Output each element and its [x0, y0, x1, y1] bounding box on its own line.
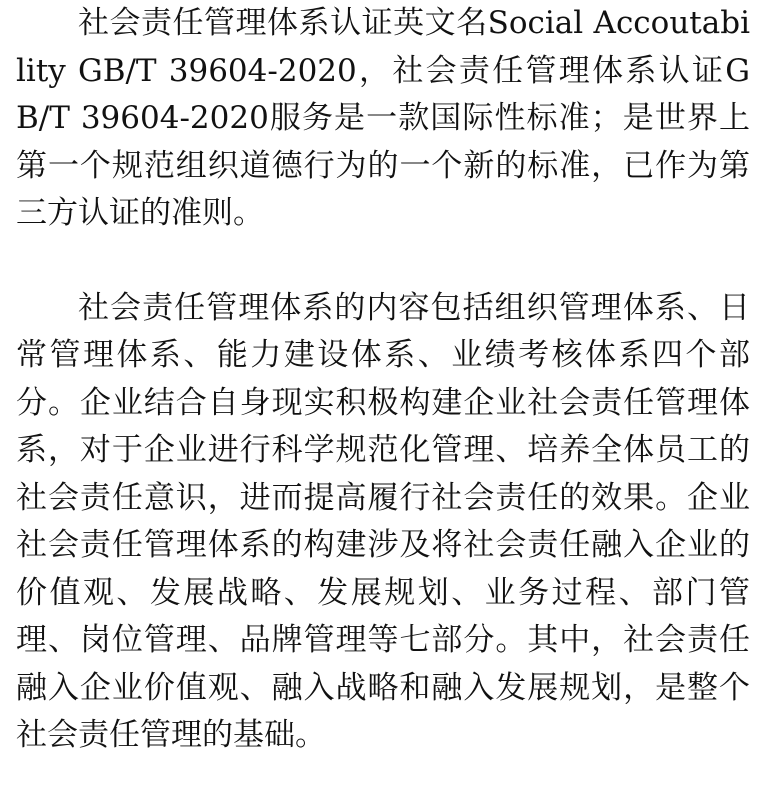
document-body — [16, 0, 750, 760]
paragraph-intro: 社会责任管理体系认证英文名Social Accoutability GB/T 39604-2020，社会责任管理体系认证GB/T 39604-2020服务是一款国际性标准；是世界上第一个规范组织道德行为的一个新的标准，已作为第三方认证的准则。 — [16, 5, 750, 231]
paragraph-content: 社会责任管理体系的内容包括组织管理体系、日常管理体系、能力建设体系、业绩考核体系四个部分。企业结合自身现实积极构建企业社会责任管理体系，对于企业进行科学规范化管理、培养全体员工的社会责任意识，进而提高履行社会责任的效果。企业社会责任管理体系的构建涉及将社会责任融入企业的价值观、发展战略、发展规划、业务过程、部门管理、岗位管理、品牌管理等七部分。其中，社会责任融入企业价值观、融入战略和融入发展规划，是整个社会责任管理的基础。 — [16, 289, 750, 753]
